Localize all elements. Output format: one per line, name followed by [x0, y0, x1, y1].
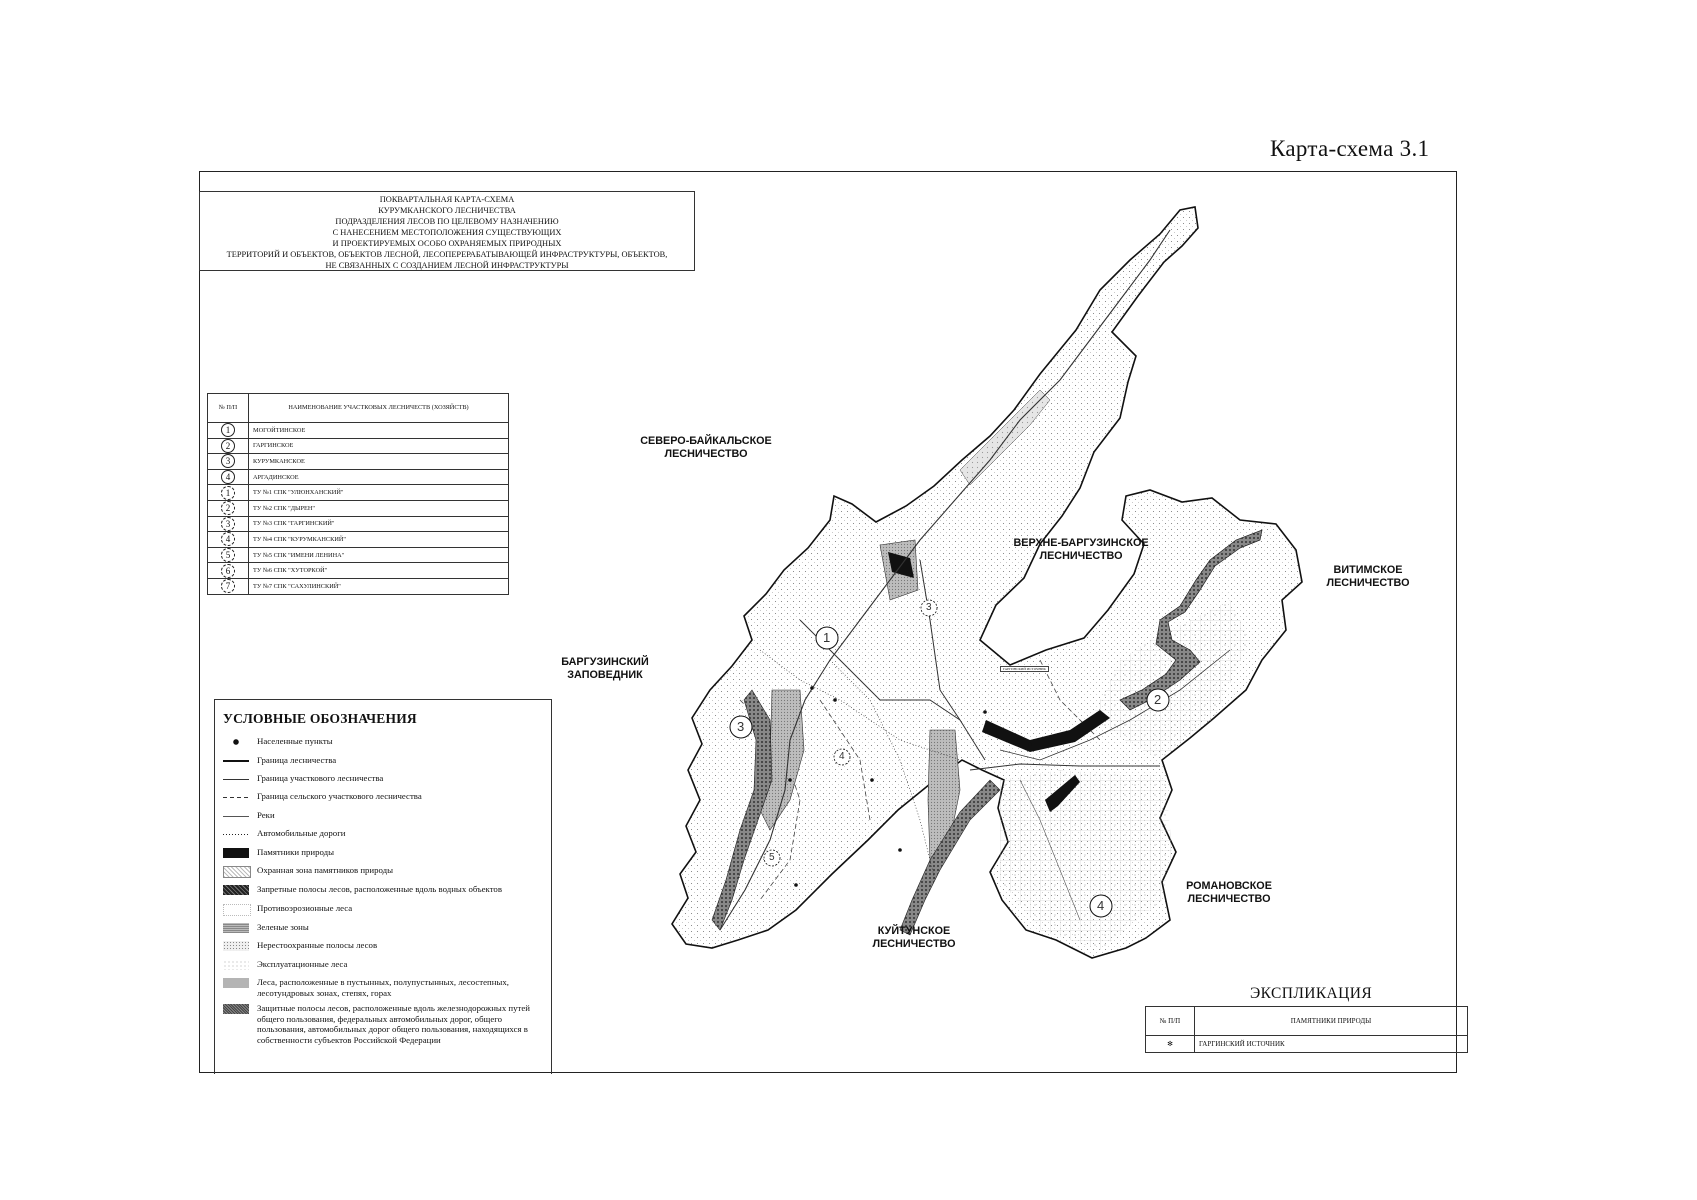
explication-row [1146, 1036, 1468, 1053]
legend-swatch [223, 829, 249, 839]
unit-name: КУРУМКАНСКОЕ [249, 454, 509, 470]
region-label-kuitunskoe: КУЙТУНСКОЕ ЛЕСНИЧЕСТВО [872, 925, 956, 950]
explication-num: ✻ [1146, 1036, 1195, 1053]
settlement-dot [983, 710, 987, 714]
legend-label: Леса, расположенные в пустынных, полупустынных, лесостепных, лесотундровых зонах, степях, горах [257, 977, 509, 998]
title-line: ТЕРРИТОРИЙ И ОБЪЕКТОВ, ОБЪЕКТОВ ЛЕСНОЙ, ЛЕСОПЕРЕРАБАТЫВАЮЩЕЙ ИНФРАСТРУКТУРЫ, ОБЪЕКТОВ, [226, 250, 668, 259]
legend-label: Памятники природы [257, 847, 335, 857]
explication-table [1145, 1006, 1468, 1053]
legend-swatch [223, 941, 249, 951]
legend-swatch [223, 960, 249, 970]
unit-number: 3 [221, 517, 235, 531]
units-col-name: НАИМЕНОВАНИЕ УЧАСТКОВЫХ ЛЕСНИЧЕСТВ (ХОЗЯЙСТВ) [249, 394, 509, 423]
legend-label: Граница участкового лесничества [257, 773, 384, 783]
unit-name: АРГАДИНСКОЕ [249, 469, 509, 485]
settlement-dot [1028, 742, 1032, 746]
unit-number: 4 [221, 470, 235, 484]
unit-name: ТУ №5 СПК "ИМЕНИ ЛЕНИНА" [249, 547, 509, 563]
spring-sign-label: ГАРГИНСКИЙ ИСТОЧНИК [1000, 666, 1049, 672]
unit-name: ТУ №1 СПК "УЛЮНХАНСКИЙ" [249, 485, 509, 501]
region-label-barguzinsky: БАРГУЗИНСКИЙ ЗАПОВЕДНИК [561, 656, 649, 681]
legend-label: Граница лесничества [257, 755, 337, 765]
legend-title: УСЛОВНЫЕ ОБОЗНАЧЕНИЯ [223, 711, 417, 726]
region-label-verkhne-barguzinskoe: ВЕРХНЕ-БАРГУЗИНСКОЕ ЛЕСНИЧЕСТВО [1013, 537, 1149, 562]
legend-swatch [223, 848, 249, 858]
map-legend [214, 699, 552, 1074]
legend-label: Нерестоохранные полосы лесов [257, 940, 378, 950]
legend-label: Эксплуатационные леса [257, 959, 348, 969]
legend-swatch [223, 978, 249, 988]
legend-swatch [223, 756, 249, 766]
legend-swatch [223, 885, 249, 895]
unit-name: ТУ №2 СПК "ДЫРЕН" [249, 500, 509, 516]
legend-swatch [223, 774, 249, 784]
unit-number: 3 [221, 454, 235, 468]
legend-swatch [223, 1004, 249, 1014]
legend-label: Автомобильные дороги [257, 828, 346, 838]
title-line: С НАНЕСЕНИЕМ МЕСТОПОЛОЖЕНИЯ СУЩЕСТВУЮЩИХ [332, 228, 562, 237]
rural-number: 4 [839, 751, 845, 762]
legend-swatch [223, 866, 251, 878]
legend-swatch [223, 792, 249, 802]
unit-number: 2 [221, 439, 235, 453]
unit-name: ГАРГИНСКОЕ [249, 438, 509, 454]
rural-number: 3 [926, 602, 932, 613]
units-col-num: № П/П [208, 394, 249, 423]
legend-label: Реки [257, 810, 275, 820]
unit-name: ТУ №3 СПК "ГАРГИНСКИЙ" [249, 516, 509, 532]
title-line: ПОКВАРТАЛЬНАЯ КАРТА-СХЕМА [379, 195, 515, 204]
unit-name: ТУ №4 СПК "КУРУМКАНСКИЙ" [249, 532, 509, 548]
unit-number: 6 [221, 564, 235, 578]
legend-label: Населенные пункты [257, 736, 333, 746]
unit-number: 5 [221, 548, 235, 562]
title-line: НЕ СВЯЗАННЫХ С СОЗДАНИЕМ ЛЕСНОЙ ИНФРАСТРУКТУРЫ [325, 261, 569, 270]
legend-label: Запретные полосы лесов, расположенные вдоль водных объектов [257, 884, 502, 894]
explication-title: ЭКСПЛИКАЦИЯ [1250, 985, 1373, 1002]
settlement-dot [788, 778, 792, 782]
region-label-vitimskoe: ВИТИМСКОЕ ЛЕСНИЧЕСТВО [1326, 564, 1410, 589]
legend-label: Защитные полосы лесов, расположенные вдоль железнодорожных путей общего пользования, федеральных автомобильных дорог, общего пользования, автомобильных дорог общего пользования, находящихся в собственности субъектов Российской Федерации [257, 1003, 530, 1045]
legend-swatch [223, 904, 251, 916]
district-number: 4 [1097, 898, 1105, 913]
legend-label: Охранная зона памятников природы [257, 865, 394, 875]
district-number: 2 [1154, 692, 1162, 707]
rural-number: 5 [769, 852, 775, 863]
legend-label: Граница сельского участкового лесничества [257, 791, 422, 801]
settlement-dot [898, 848, 902, 852]
unit-number: 4 [221, 532, 235, 546]
title-line: КУРУМКАНСКОГО ЛЕСНИЧЕСТВА [378, 206, 516, 215]
region-label-severo-baikalskoe: СЕВЕРО-БАЙКАЛЬСКОЕ ЛЕСНИЧЕСТВО [640, 435, 772, 460]
legend-swatch [223, 811, 249, 821]
settlement-dot [810, 686, 814, 690]
legend-swatch [223, 737, 249, 747]
district-number: 1 [823, 630, 831, 645]
settlement-dot [833, 698, 837, 702]
title-line: ПОДРАЗДЕЛЕНИЯ ЛЕСОВ ПО ЦЕЛЕВОМУ НАЗНАЧЕНИЮ [335, 217, 559, 226]
unit-number: 2 [221, 501, 235, 515]
explication-name: ГАРГИНСКИЙ ИСТОЧНИК [1195, 1036, 1468, 1053]
scheme-label: Карта-схема 3.1 [1270, 136, 1430, 161]
explication-col-name: ПАМЯТНИКИ ПРИРОДЫ [1195, 1007, 1468, 1036]
legend-swatch [223, 923, 249, 933]
title-line: И ПРОЕКТИРУЕМЫХ ОСОБО ОХРАНЯЕМЫХ ПРИРОДНЫХ [332, 239, 562, 248]
legend-label: Зеленые зоны [257, 922, 309, 932]
unit-number: 1 [221, 486, 235, 500]
explication-col-num: № П/П [1146, 1007, 1195, 1036]
unit-name: ТУ №7 СПК "САХУЛИНСКИЙ" [249, 578, 509, 594]
unit-name: ТУ №6 СПК "ХУТОРКОЙ" [249, 563, 509, 579]
unit-number: 1 [221, 423, 235, 437]
district-number: 3 [737, 719, 745, 734]
legend-label: Противоэрозионные леса [257, 903, 353, 913]
settlement-dot [870, 778, 874, 782]
unit-name: МОГОЙТИНСКОЕ [249, 423, 509, 439]
settlement-dot [794, 883, 798, 887]
region-label-romanovskoe: РОМАНОВСКОЕ ЛЕСНИЧЕСТВО [1186, 880, 1272, 905]
forestry-boundary [672, 207, 1302, 958]
unit-number: 7 [221, 579, 235, 593]
